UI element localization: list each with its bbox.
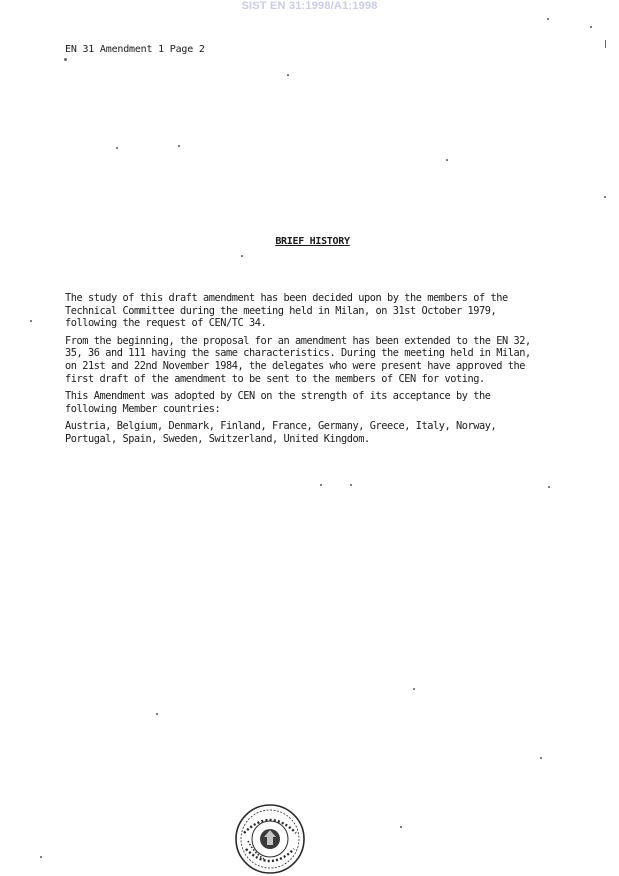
scan-speck	[30, 320, 32, 322]
paragraph-proposal: From the beginning, the proposal for an amendment has been extended to the EN 32, 35, 36 and 111 having the same characteristics. During the meeting held in Milan, on 21st and 22nd November 1984, the delegates who were present have approved the first draft of the amendment to be sent to the members of CEN for voting.	[65, 334, 531, 385]
scan-speck	[413, 688, 415, 690]
scan-speck	[350, 484, 352, 486]
scan-speck	[320, 484, 322, 486]
paragraph-adoption: This Amendment was adopted by CEN on the strength of its acceptance by the following Member countries:	[65, 390, 491, 415]
scan-speck	[540, 757, 542, 759]
paragraph-study: The study of this draft amendment has been decided upon by the members of the Technical Committee during the meeting held in Milan, on 31st October 1979, following the request of CEN/TC 34.	[65, 292, 508, 330]
scan-speck	[178, 145, 180, 147]
scan-speck	[590, 26, 592, 28]
watermark-text: SIST EN 31:1998/A1:1998	[241, 0, 378, 12]
scan-speck	[64, 58, 67, 61]
scan-speck	[241, 255, 243, 257]
official-stamp-seal	[234, 803, 306, 875]
scan-speck	[547, 18, 549, 20]
scan-speck	[446, 159, 448, 161]
scan-speck	[604, 196, 606, 198]
section-title: BRIEF HISTORY	[275, 236, 350, 247]
paragraph-countries: Austria, Belgium, Denmark, Finland, France, Germany, Greece, Italy, Norway, Portugal, Spain, Sweden, Switzerland, United Kingdom.	[65, 420, 497, 445]
scan-speck	[548, 486, 550, 488]
scan-speck	[287, 74, 289, 76]
page-header: EN 31 Amendment 1 Page 2	[65, 44, 205, 55]
scan-speck	[400, 826, 402, 828]
scan-speck	[605, 40, 606, 48]
scan-speck	[116, 147, 118, 149]
body-text	[65, 292, 585, 451]
scan-speck	[40, 856, 42, 858]
scan-speck	[156, 713, 158, 715]
